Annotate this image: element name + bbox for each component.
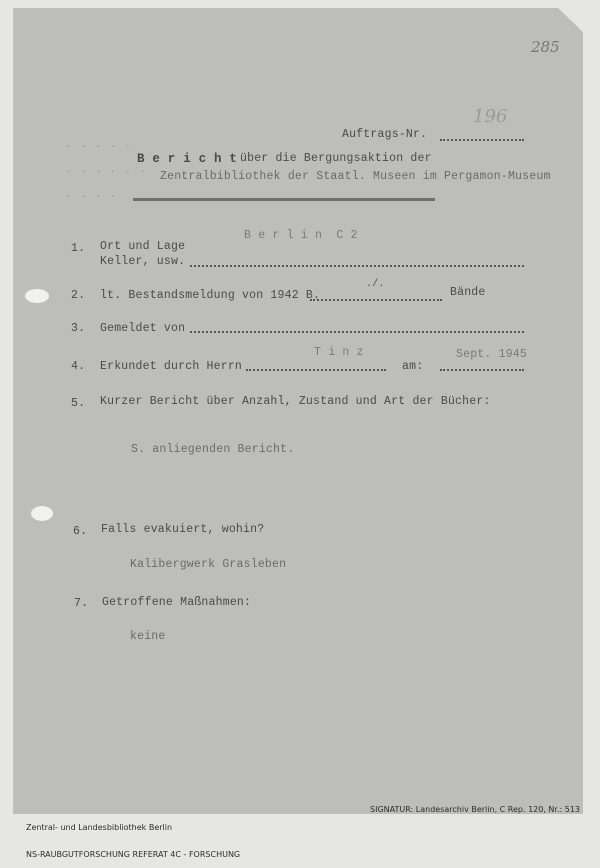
item-1-number: 1.	[71, 242, 86, 255]
item-1-value: B e r l i n C 2	[244, 229, 358, 242]
footer-signature: SIGNATUR: Landesarchiv Berlin, C Rep. 120, Nr.: 513	[370, 805, 581, 814]
item-4-value: T i n z	[314, 346, 364, 359]
report-title-rest: über die Bergungsaktion der	[240, 152, 432, 165]
margin-dots: . . . .	[66, 190, 118, 200]
margin-dots: . . . . .	[66, 140, 133, 150]
item-6-value: Kalibergwerk Grasleben	[130, 558, 287, 571]
document-page	[13, 8, 583, 814]
item-2-label: lt. Bestandsmeldung von 1942 B.	[100, 289, 321, 302]
item-4-date-field	[440, 369, 524, 371]
item-3-label: Gemeldet von	[100, 322, 186, 335]
item-2-value: ./.	[366, 279, 385, 290]
item-4-field	[246, 369, 386, 371]
footer-institution	[26, 805, 240, 868]
item-5-label: Kurzer Bericht über Anzahl, Zustand und Art der Bücher:	[100, 395, 491, 408]
underline-rule	[133, 198, 435, 201]
punch-hole-bottom	[31, 506, 53, 521]
institution-name: Zentralbibliothek der Staatl. Museen im Pergamon-Museum	[160, 170, 551, 183]
order-number-label: Auftrags-Nr.	[342, 128, 428, 141]
item-1-label-line2: Keller, usw.	[100, 255, 186, 268]
item-2-field	[310, 299, 442, 301]
order-number-handwritten: 196	[473, 106, 508, 127]
footer-left-line2: NS-RAUBGUTFORSCHUNG REFERAT 4C - FORSCHUNG	[26, 850, 241, 859]
item-3-field	[190, 331, 524, 333]
item-5-value: S. anliegenden Bericht.	[131, 443, 295, 456]
item-1-label-line1: Ort und Lage	[100, 240, 186, 253]
item-5-number: 5.	[71, 397, 86, 410]
item-6-label: Falls evakuiert, wohin?	[101, 523, 265, 536]
margin-dots: . . . . . .	[66, 165, 148, 175]
footer-left-line1: Zentral- und Landesbibliothek Berlin	[26, 823, 173, 832]
item-4-label: Erkundet durch Herrn	[100, 360, 243, 373]
item-3-number: 3.	[71, 322, 86, 335]
page-number-handwritten: 285	[531, 38, 560, 56]
item-2-number: 2.	[71, 289, 86, 302]
item-6-number: 6.	[73, 525, 88, 538]
item-4-date-value: Sept. 1945	[456, 348, 528, 361]
order-number-field	[440, 139, 524, 141]
item-7-label: Getroffene Maßnahmen:	[102, 596, 252, 609]
item-2-suffix: Bände	[450, 286, 486, 299]
report-title-word: B e r i c h t	[137, 152, 238, 166]
item-7-number: 7.	[74, 597, 89, 610]
punch-hole-top	[25, 289, 49, 303]
item-4-number: 4.	[71, 360, 86, 373]
item-1-field	[190, 265, 524, 267]
item-4-date-label: am:	[402, 360, 424, 373]
item-7-value: keine	[130, 630, 166, 643]
